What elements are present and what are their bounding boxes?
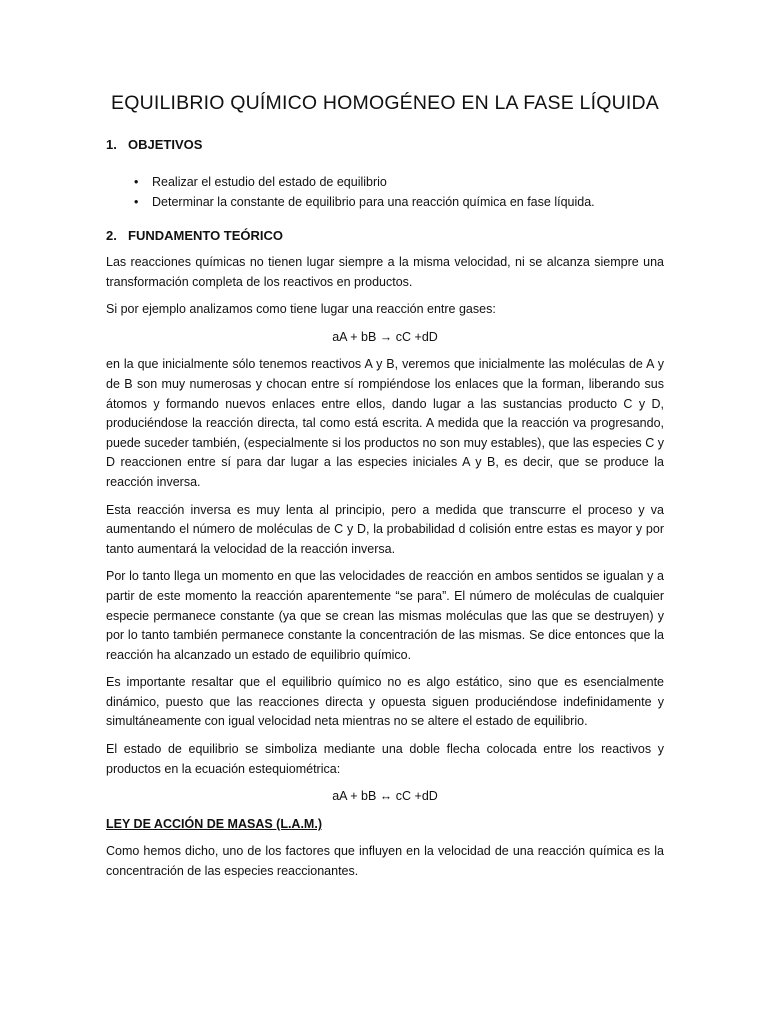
paragraph: Esta reacción inversa es muy lenta al principio, pero a medida que transcurre el proceso y va aumentando el número de moléculas de C y D, la probabilidad d colisión entre estas es mayor y por tanto aumentará la velocidad de la reacción inversa. [106, 502, 664, 556]
section-number: 1. [106, 137, 117, 152]
paragraph: Las reacciones químicas no tienen lugar siempre a la misma velocidad, ni se alcanza siempre una transformación completa de los reactivos en productos. [106, 255, 664, 289]
subheading-ley-accion-masas: LEY DE ACCIÓN DE MASAS (L.A.M.) [106, 816, 322, 831]
paragraph: Por lo tanto llega un momento en que las velocidades de reacción en ambos sentidos se igualan y a partir de este momento la reacción aparentemente “se para”. El número de moléculas de cualquier especie permanece constante (ya que se crean las mismas moléculas que las que se destruyen) y por lo tanto también permanece constante la concentración de las mismas. Se dice entonces que la reacción ha alcanzado un estado de equilibrio químico. [106, 569, 664, 662]
equilibrium-equation: aA + bB ↔ cC +dD [332, 789, 438, 804]
reaction-equation: aA + bB → cC +dD [332, 329, 438, 344]
section-heading-objetivos [106, 137, 664, 152]
paragraph: en la que inicialmente sólo tenemos reactivos A y B, veremos que inicialmente las moléculas de A y de B son muy numerosas y chocan entre sí rompiéndose los enlaces que la forman, liberando sus átomos y formando nuevos enlaces entre ellos, dando lugar a las sustancias producto C y D, produciéndose la reacción directa, tal como está escrita. A medida que la reacción va progresando, puede suceder también, (especialmente si los productos no son muy estables), que las especies C y D reaccionen entre sí para dar lugar a las especies iniciales A y B, es decir, que se produce la reacción inversa. [106, 357, 664, 489]
paragraph: Si por ejemplo analizamos como tiene lugar una reacción entre gases: [106, 302, 496, 317]
paragraph: Como hemos dicho, uno de los factores que influyen en la velocidad de una reacción química es la concentración de las especies reaccionantes. [106, 844, 664, 879]
paragraph: Es importante resaltar que el equilibrio químico no es algo estático, sino que es esencialmente dinámico, puesto que las reacciones directa y opuesta siguen produciéndose indefinidamente y simultáneamente con igual velocidad neta mientras no se altere el estado de equilibrio. [106, 675, 664, 729]
document-title: EQUILIBRIO QUÍMICO HOMOGÉNEO EN LA FASE LÍQUIDA [111, 92, 659, 114]
objectives-list [106, 172, 664, 212]
paragraph: El estado de equilibrio se simboliza mediante una doble flecha colocada entre los reactivos y productos en la ecuación estequiométrica: [106, 742, 664, 776]
list-item: • Realizar el estudio del estado de equilibrio [134, 172, 664, 192]
list-item: • Determinar la constante de equilibrio para una reacción química en fase líquida. [134, 192, 664, 212]
section-title: FUNDAMENTO TEÓRICO [128, 228, 284, 243]
section-title: OBJETIVOS [128, 137, 203, 152]
section-number: 2. [106, 228, 117, 243]
section-heading-fundamento [106, 228, 664, 243]
